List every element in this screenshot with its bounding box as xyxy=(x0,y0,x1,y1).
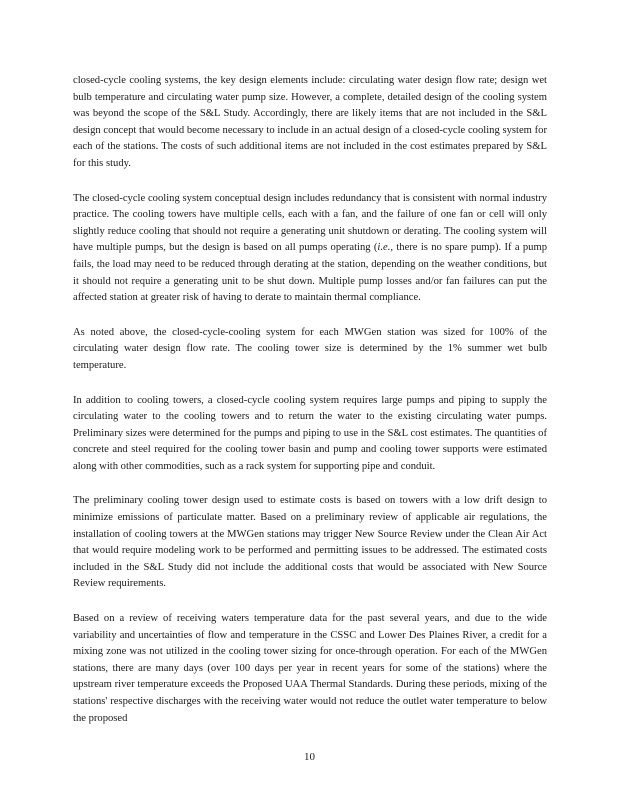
page-number: 10 xyxy=(304,751,315,763)
paragraph-pumps-piping: In addition to cooling towers, a closed-cycle cooling system requires large pumps and piping to supply the circulating water to the cooling towers and to return the water to the existing circulating water pumps. Preliminary sizes were determined for the pumps and piping to use in the S&L cost estimates. The quantities of concrete and steel required for the cooling tower basin and pump and cooling tower supports were estimated along with other commodities, such as a rack system for supporting pipe and conduit. xyxy=(73,394,547,472)
paragraph-redundancy-part-a: The closed-cycle cooling system conceptual design includes redundancy that is consistent with normal industry practice. The cooling towers have multiple cells, each with a fan, and the failure of one fan or cell will only slightly reduce cooling that should not require a generating unit shutdown or derating. The cooling system will have multiple pumps, but the design is based on all pumps operating ( xyxy=(73,192,547,254)
paragraph-redundancy-part-b: , there is no spare pump). If a pump fails, the load may need to be reduced through derating at the station, depending on the weather conditions, but it should not require a generating unit to be shut down. Multiple pump losses and/or fan failures can put the affected station at greater risk of having to derate to maintain thermal compliance. xyxy=(73,242,547,304)
paragraph-cooling-design-elements: closed-cycle cooling systems, the key design elements include: circulating water design flow rate; design wet bulb temperature and circulating water pump size. However, a complete, detailed design of the cooling system was beyond the scope of the S&L Study. Accordingly, there are likely items that are not included in the S&L design concept that would become necessary to include in an actual design of a closed-cycle cooling system for each of the stations. The costs of such additional items are not included in the cost estimates prepared by S&L for this study. xyxy=(73,75,547,169)
body-text xyxy=(73,73,547,745)
paragraph-emissions: The preliminary cooling tower design used to estimate costs is based on towers with a low drift design to minimize emissions of particulate matter. Based on a preliminary review of applicable air regulations, the installation of cooling towers at the MWGen stations may trigger New Source Review under the Clean Air Act that would require modeling work to be performed and permitting issues to be addressed. The estimated costs included in the S&L Study did not include the additional costs that would be associated with New Source Review requirements. xyxy=(73,495,547,590)
paragraph-redundancy-ie: i.e. xyxy=(377,242,391,254)
paragraph-redundancy xyxy=(73,191,547,307)
paragraph-mixing-zone: Based on a review of receiving waters temperature data for the past several years, and due to the wide variability and uncertainties of flow and temperature in the CSSC and Lower Des Plaines River, a credit for a mixing zone was not utilized in the cooling tower sizing for once-through operation. For each of the MWGen stations, there are many days (over 100 days per year in recent years for some of the stations) where the upstream river temperature exceeds the Proposed UAA Thermal Standards. During these periods, mixing of the stations' respective discharges with the receiving water would not reduce the outlet water temperature to below the proposed xyxy=(73,613,547,724)
paragraph-sizing: As noted above, the closed-cycle-cooling system for each MWGen station was sized for 100% of the circulating water design flow rate. The cooling tower size is determined by the 1% summer wet bulb temperature. xyxy=(73,326,547,371)
